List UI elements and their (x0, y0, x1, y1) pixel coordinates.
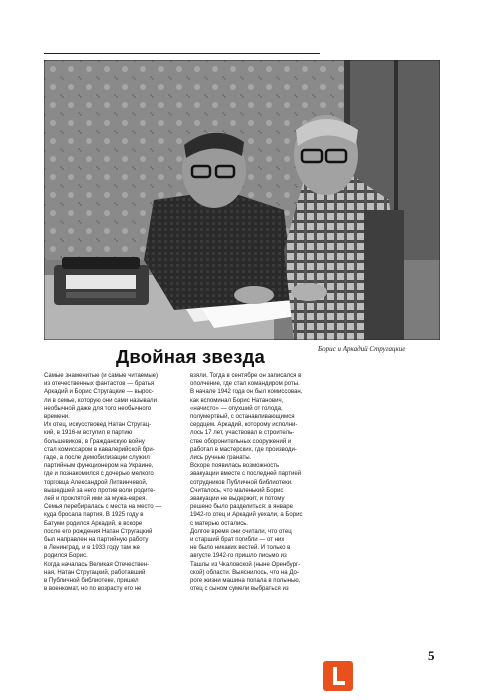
text-line: гаде, а после демобилизации служил (44, 455, 150, 462)
text-line: августе 1942-го пришло письмо из (190, 553, 287, 560)
text-line: ная, Натан Стругацкий, работавший (44, 569, 146, 576)
text-line: Считалось, что маленький Борис (190, 487, 284, 494)
text-line: Их отец, искусствовед Натан Стругац- (44, 422, 152, 429)
page-number: 5 (428, 648, 435, 663)
text-line: взяли. Тогда в сентябре он записался в (190, 373, 302, 379)
top-rule (44, 53, 320, 54)
text-line: решено было разделиться: в январе (190, 504, 293, 511)
text-line: большевиков, в Гражданскую войну (44, 438, 145, 445)
text-line: как вспоминал Борис Натанович, (190, 397, 284, 404)
text-line: Аркадий и Борис Стругацкие — вырос- (44, 389, 154, 396)
text-line: сотрудников Публичной библиотеки. (190, 479, 293, 486)
text-line: лись ручные гранаты. (190, 455, 252, 462)
text-line: родился Борис. (44, 553, 88, 560)
text-line: лей и проклятой ими за мужа-еврея. (44, 496, 148, 503)
text-line: эвакуации не выдержит, и потому (190, 496, 285, 503)
text-line: «начисто» — опухший от голода, (190, 405, 283, 412)
text-line: полумертвый, с останавливающимся (190, 414, 295, 421)
publisher-logo-icon (323, 661, 353, 691)
text-line: вышедшей за него против воли родите- (44, 487, 156, 494)
text-line: 1942-го отец и Аркадий уехали, а Борис (190, 512, 303, 519)
text-line: ополчение, где стал командиром роты. (190, 381, 300, 388)
text-line: работал в мастерских, где производи- (190, 446, 297, 453)
text-line: куда бросала партия. В 1925 году в (44, 512, 144, 519)
text-column-left (44, 372, 178, 593)
text-line: отец с сыном сумели выбраться из (190, 586, 289, 593)
text-line: после его рождения Натан Стругацкий (44, 528, 153, 535)
text-line: стве оборонительных сооружений и (190, 438, 292, 445)
text-line: в Ленинград, и в 1933 году там же (44, 545, 141, 552)
text-line: из отечественных фантастов — братья (44, 381, 155, 388)
text-line: не было никаких вестей. И только в (190, 545, 291, 552)
text-line: ской) области. Выяснилось, что на До- (190, 569, 299, 576)
sidebar-blank (340, 372, 440, 652)
text-line: кий, в 1916-м вступил в партию (44, 430, 133, 437)
text-line: где и познакомился с дочерью мелкого (44, 471, 154, 478)
text-line: в военкомат, но по возрасту его не (44, 586, 142, 593)
text-line: торговца Александрой Литвинчевой, (44, 479, 148, 486)
text-line: был направлен на партийную работу (44, 537, 149, 544)
photo-caption: Борис и Аркадий Стругацкие (318, 345, 406, 353)
text-line: Долгое время они считали, что отец (190, 528, 292, 535)
text-line: стал комиссаром в кавалерийской бри- (44, 446, 155, 453)
text-line: Когда началась Великая Отечествен- (44, 561, 150, 568)
text-line: роге жизни машина попала в полынью, (190, 578, 301, 585)
photo-brothers (44, 60, 440, 340)
text-line: Ташлы из Чкаловской (ныне Оренбург- (190, 561, 301, 568)
text-line: В начале 1942 года он был комиссован, (190, 389, 303, 396)
text-line: и старший брат погибли — от них (190, 537, 285, 544)
text-line: с матерью остались. (190, 520, 249, 527)
text-line: Самые знаменитые (и самые читаемые) (44, 373, 159, 379)
text-line: в Публичной библиотеке, пришел (44, 578, 139, 585)
text-line: времени. (44, 414, 70, 421)
text-line: необычной даже для того необычного (44, 405, 152, 412)
text-line: Семья перебиралась с места на место — (44, 504, 162, 511)
text-line: сердцем. Аркадий, которому исполни- (190, 422, 298, 429)
text-line: партийным функционером на Украине, (44, 463, 154, 470)
text-line: эвакуации вместе с последней партией (190, 471, 302, 478)
text-line: Вскоре появилась возможность (190, 463, 280, 470)
text-line: ли в семье, которую они сами называли (44, 397, 157, 404)
text-line: лось 17 лет, участвовал в строитель- (190, 430, 295, 437)
chapter-heading: Двойная звезда (116, 346, 266, 367)
text-line: Батуми родился Аркадий, в вскоре (44, 520, 143, 527)
text-column-right (190, 372, 322, 593)
